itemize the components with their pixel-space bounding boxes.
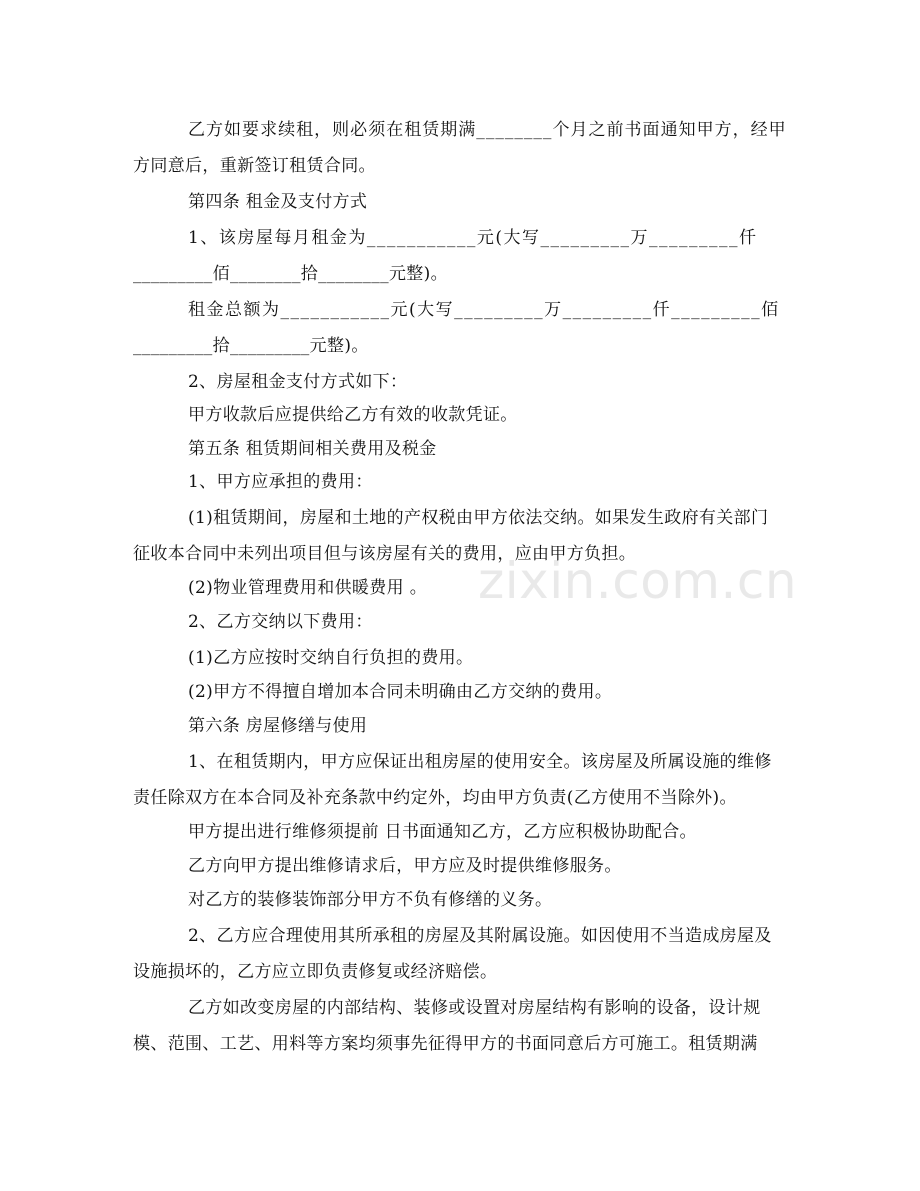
paragraph-line: 模、范围、工艺、用料等方案均须事先征得甲方的书面同意后方可施工。租赁期满: [133, 1034, 758, 1054]
paragraph-line: 2、乙方交纳以下费用：: [188, 612, 373, 632]
paragraph-line: 征收本合同中未列出项目但与该房屋有关的费用，应由甲方负担。: [133, 544, 637, 564]
paragraph-line: 租金总额为___________元(大写_________万_________仟_________佰: [188, 300, 780, 320]
section-heading: 第六条 房屋修缮与使用: [188, 716, 368, 736]
paragraph-line: (1)乙方应按时交纳自行负担的费用。: [188, 648, 474, 668]
paragraph-line: 2、房屋租金支付方式如下：: [188, 372, 408, 392]
section-heading: 第五条 租赁期间相关费用及税金: [188, 439, 437, 459]
paragraph-line: 方同意后，重新签订租赁合同。: [133, 156, 376, 176]
paragraph-line: 1、甲方应承担的费用：: [188, 472, 373, 492]
paragraph-line: 乙方如要求续租，则必须在租赁期满________个月之前书面通知甲方，经甲: [188, 120, 787, 140]
paragraph-line: 1、在租赁期内，甲方应保证出租房屋的使用安全。该房屋及所属设施的维修: [188, 752, 772, 772]
paragraph-line: 对乙方的装修装饰部分甲方不负有修缮的义务。: [188, 890, 553, 910]
section-heading: 第四条 租金及支付方式: [188, 192, 368, 212]
paragraph-line: _________拾_________元整)。: [133, 336, 369, 356]
paragraph-line: (2)甲方不得擅自增加本合同未明确由乙方交纳的费用。: [188, 682, 613, 702]
paragraph-line: 乙方向甲方提出维修请求后，甲方应及时提供维修服务。: [188, 856, 622, 876]
paragraph-line: (1)租赁期间，房屋和土地的产权税由甲方依法交纳。如果发生政府有关部门: [188, 508, 769, 528]
paragraph-line: 1、该房屋每月租金为___________元(大写_________万_________仟: [188, 228, 758, 248]
paragraph-line: 甲方提出进行维修须提前 日书面通知乙方，乙方应积极协助配合。: [188, 822, 697, 842]
paragraph-line: 2、乙方应合理使用其所承租的房屋及其附属设施。如因使用不当造成房屋及: [188, 926, 772, 946]
paragraph-line: 乙方如改变房屋的内部结构、装修或设置对房屋结构有影响的设备，设计规: [188, 998, 761, 1018]
paragraph-line: _________佰________拾________元整)。: [133, 264, 448, 284]
watermark: zixin.com.cn: [478, 552, 798, 610]
paragraph-line: (2)物业管理费用和供暖费用 。: [188, 578, 428, 598]
paragraph-line: 甲方收款后应提供给乙方有效的收款凭证。: [188, 405, 518, 425]
paragraph-line: 设施损坏的，乙方应立即负责修复或经济赔偿。: [133, 962, 498, 982]
paragraph-line: 责任除双方在本合同及补充条款中约定外，均由甲方负责(乙方使用不当除外)。: [133, 788, 737, 808]
